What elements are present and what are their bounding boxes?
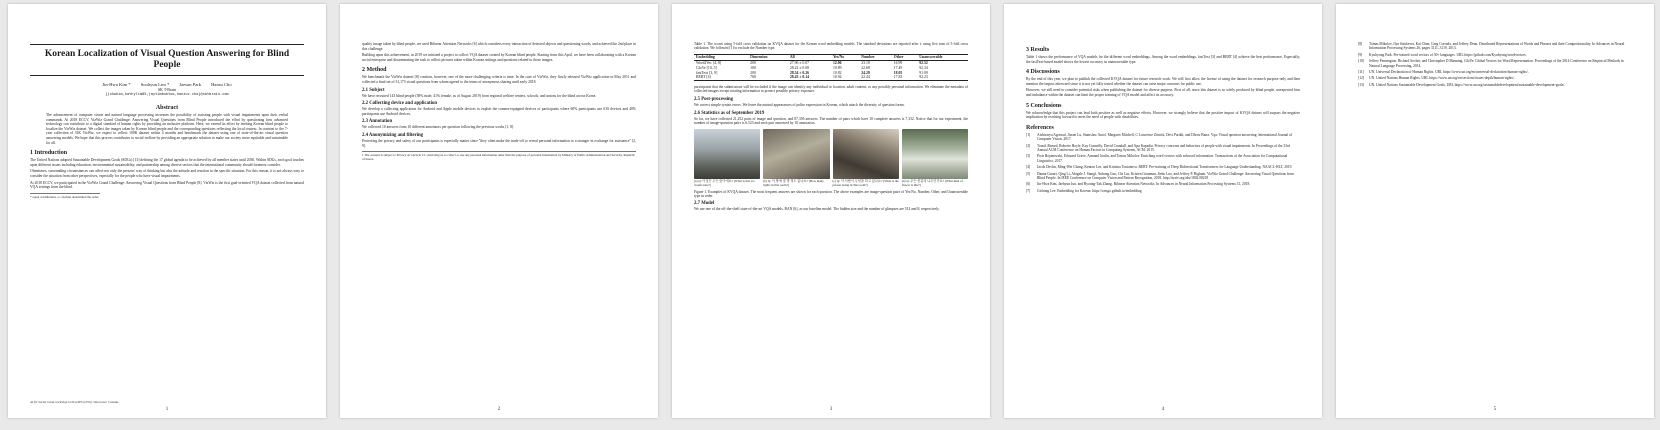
table-cell: fastText [3, 9] bbox=[696, 70, 718, 75]
table-header-cell: Other bbox=[893, 55, 904, 60]
paper-page-1 bbox=[8, 4, 326, 418]
reference-number: [6] bbox=[1026, 182, 1031, 187]
paragraph: However, we still need to consider potential risks when publishing the dataset for diverse purpose. First of all, since this dataset is so solely produced by blind people, unexpected bias and imbalance within the dataset can limit the proper training of VQA model and affect its accuracy. bbox=[1026, 88, 1300, 97]
paragraph: By the end of this year, we plan to publish the collected KVQA dataset for future research work. We will first allow the license of using the dataset for research purpose only and then mention the impact afterward since it is not yet fully tested whether the dataset can raise major concerns for public use. bbox=[1026, 77, 1300, 86]
table-cell: 27.96 ± 0.07 bbox=[789, 60, 809, 65]
table-cell: 22.68 bbox=[861, 65, 870, 70]
page-number: 2 bbox=[497, 407, 501, 412]
table-header-cell: Dimension bbox=[750, 55, 768, 60]
table-header-cell: All bbox=[789, 55, 795, 60]
figure-caption: Figure 1. Examples of KVQA dataset. The most frequent answers are shown for each question. The above examples are image-question pairs of Yes/No, Number, Other, and Unanswerable type in order. bbox=[694, 189, 968, 198]
table-cell: 10.89 bbox=[832, 65, 842, 70]
table-cell: 24.29 bbox=[861, 70, 870, 75]
paragraph: We use one of the off-the-shelf state-of-the-art VQA models, BAN [6], as our baseline model. The hidden size and the number of glimpses are 512 and 8, respectively. bbox=[694, 207, 940, 212]
subsection-heading-anonymizing: 2.4 Anonymizing and filtering bbox=[362, 132, 424, 138]
reference-number: [7] bbox=[1026, 188, 1031, 193]
paragraph: Building upon this achievement, in 2019 we initiated a project to collect VQA dataset created by Korean blind people. Starting from this April, we have been collaborating with a Korean social enterprise and disseminating the task to collect pictures taken within Korean settings and questions related to those images. bbox=[362, 53, 636, 62]
table-cell: 768 bbox=[750, 75, 756, 80]
abstract-heading: Abstract bbox=[155, 105, 179, 111]
paragraph: quality image taken by blind people, we used Bilinear Attention Networks [6] which considers every interaction of detected objects and questioning words, and achieved the 2nd place in this challenge. bbox=[362, 42, 636, 51]
author-name: Jin-Hwa Kim * bbox=[102, 82, 131, 87]
table-cell: 18.05 bbox=[893, 70, 903, 75]
reference-item bbox=[1358, 53, 1632, 57]
paper-title: Korean Localization of Visual Question Answering for Blind People bbox=[44, 49, 290, 70]
table-cell: 28.43 ± 0.14 bbox=[789, 75, 809, 80]
paper-page-4 bbox=[1004, 4, 1322, 418]
reference-text: Tomas Mikolov, Ilya Sutskever, Kai Chen, Greg Corrado, and Jeffrey Dean. Distributed Representations of Words and Phrases and their Compositionality. In Advances in Neural Information Processing Systems 26, pages 3111–3119, 2013. bbox=[1369, 42, 1625, 51]
author-emails: {jnhwkim,kathylim05,jaytimbuktoo,hanzuc.cho}@sktbrain.com bbox=[105, 92, 229, 96]
page-number: 1 bbox=[165, 407, 169, 412]
reference-text: Kyubyong Park. Pre-trained word vectors of 30+ languages. URL https://github.com/Kyubyong/wordvectors. bbox=[1369, 52, 1527, 57]
title-top-rule bbox=[30, 44, 304, 45]
reference-item bbox=[1026, 144, 1300, 153]
section-heading-method: 2 Method bbox=[362, 67, 387, 74]
reference-item bbox=[1358, 83, 1632, 87]
paragraph: participants that the submissions will be excluded if the image can identify any individual or location, adult content, or any possibly personal information. We eliminate the metadata of collected images except rotating information to protect possible privacy exposure. bbox=[694, 84, 968, 94]
paragraph: We have recruited 143 blind people (58% male, 41% female, as of August 2019) from regional welfare centers, schools, and unions for the blind across Korea. bbox=[362, 93, 597, 98]
subsection-heading-device: 2.2 Collecting device and application bbox=[362, 101, 438, 107]
subsection-heading-model: 2.7 Model bbox=[694, 201, 715, 207]
figure-examples bbox=[694, 129, 968, 188]
workshop-footer: AI for Social Good workshop at NeurIPS (2019), Vancouver, Canada. bbox=[30, 400, 119, 404]
reference-number: [12] bbox=[1358, 76, 1364, 81]
table-cell: 200 bbox=[750, 70, 756, 75]
reference-item bbox=[1358, 76, 1632, 80]
table-caption: Table 1. The scores using 5-fold cross validation on KVQA dataset for the Korean word embedding models. The standard deviations are reported after ± using five runs of 5-fold cross validation. We followed [1] to exclude the Number type. bbox=[694, 42, 968, 51]
footnote: * equal contribution, a c-in-time determined the order. bbox=[30, 194, 100, 199]
table-cell: GloVe [10, 5] bbox=[696, 65, 717, 70]
author-name: Jaesun Park bbox=[179, 82, 202, 87]
photo-question: (a) Q: 이것은 무슨 맛이에요? (What is this ice cream taste?) bbox=[694, 178, 755, 187]
table-cell: BERT [4] bbox=[696, 75, 711, 80]
table-cell: 10.94 bbox=[832, 75, 842, 80]
results-table bbox=[694, 54, 968, 81]
reference-text: Aishwarya Agrawal, Jiasen Lu, Stanislaw Antol, Margaret Mitchell, C Lawrence Zitnick, Devi Parikh, and Dhruv Batra. Vqa: Visual question answering. International Journal of Computer Vision, 2017. bbox=[1037, 132, 1293, 142]
paragraph: We acknowledge that this project can lead both positive as well as negative effects. However, we strongly believe that the positive impact of KVQA dataset will surpass the negative implication by reaching forward to meet the need of people with disabilities. bbox=[1026, 110, 1300, 120]
paragraph: Oftentimes, surrounding circumstances can affect not only the persons' way of thinking but also the attitude and reaction to the specific situation. For this reason, it is not always easy to consider the situation from other perspectives, especially for the people who have visual impairments. bbox=[30, 169, 304, 178]
reference-item bbox=[1026, 154, 1300, 163]
section-heading-results: 3 Results bbox=[1026, 47, 1050, 53]
reference-text: UN. United Nations Sustainable Development Goals. URL https://www.un.org/sustainabledevelopment/sustainable-development-goals/. bbox=[1369, 82, 1566, 87]
reference-number: [13] bbox=[1358, 82, 1364, 87]
paragraph: We benchmark the VizWiz dataset [8] creation, however, one of the more challenging criteria is time. In the case of VizWiz, they firstly released VizWiz application in May 2011 and collected a final set of 31,173 visual questions from whom agreed to the terms of anonymous sharing until early 2018. bbox=[362, 75, 636, 84]
reference-number: [5] bbox=[1026, 171, 1031, 176]
photo-image bbox=[694, 129, 760, 179]
reference-number: [9] bbox=[1358, 52, 1363, 57]
reference-text: Jeffrey Pennington, Richard Socher, and Christopher D Manning. GloVe: Global Vectors for Word Representation. Proceedings of the 2014 Conference on Empirical Methods in Natural Language Processing, 2014. bbox=[1369, 59, 1624, 68]
example-photo-d bbox=[902, 129, 968, 188]
reference-list bbox=[1358, 42, 1632, 87]
paper-page-2 bbox=[340, 4, 658, 418]
table-cell: 16.99 bbox=[893, 60, 903, 65]
example-photo-c bbox=[833, 129, 899, 188]
reference-number: [3] bbox=[1026, 154, 1031, 159]
reference-list bbox=[1026, 133, 1300, 193]
section-heading-introduction: 1 Introduction bbox=[30, 150, 68, 157]
table-row bbox=[694, 75, 968, 80]
reference-item bbox=[1358, 59, 1632, 68]
reference-number: [4] bbox=[1026, 165, 1031, 170]
author-name: Soohyun Lim * bbox=[140, 82, 170, 87]
table-cell: 100 bbox=[750, 65, 756, 70]
table-header-cell: Number bbox=[861, 55, 875, 60]
reference-text: Danna Gurari, Qing Li, Abigale J. Stangl, Anhong Guo, Chi Lin, Kristen Grauman, Jiebo Luo, and Jeffrey P. Bigham. VizWiz Grand Challenge: Answering Visual Questions from Blind People. In IEEE Conference on Computer Vision and Pattern Recognition, 2018. http://arxiv.org/abs/1802.08218 bbox=[1037, 171, 1294, 180]
footnote: 1 The consent is subject to Privacy Act Article 15, restricting us to collect or use any personal information other than the purpose of personal information by Ministry of Public Administration and Security, Republic of Korea. bbox=[362, 153, 636, 162]
paper-page-3 bbox=[672, 4, 990, 418]
photo-question: (d) Q: 무슨 종류의 나무인가요? (What kind of flower is this?) bbox=[901, 178, 963, 187]
title-bottom-rule bbox=[30, 75, 304, 76]
table-header-cell: Embedding bbox=[696, 55, 715, 60]
reference-text: Gichang Lee. Embedding for Korean. https://ratsgo.github.io/embedding bbox=[1037, 188, 1142, 193]
paragraph: At 2018 ECCV, we participated in the VizWiz Grand Challenge: Answering Visual Questions from Blind People [8]. VizWiz is the first goal-oriented VQA dataset collected from natural VQA settings from the blind. bbox=[30, 180, 304, 190]
table-cell: Word2Vec [4, 8] bbox=[696, 60, 722, 65]
photo-image bbox=[833, 129, 899, 179]
example-photo-a bbox=[694, 129, 760, 188]
photo-question: (c) Q: 이 사람이 무엇을 하고 있나요? (What is the person doing in this room?) bbox=[832, 178, 899, 187]
page-number: 4 bbox=[1161, 407, 1165, 412]
paragraph: We correct simple syntax errors. We leave the natural appearances of polite expression in Korean, which attach the diversity of question forms. bbox=[694, 102, 905, 107]
reference-number: [10] bbox=[1358, 59, 1364, 64]
table-cell: 17.83 bbox=[893, 75, 903, 80]
table-cell: 92.23 bbox=[919, 75, 928, 80]
table-cell: 23.18 bbox=[861, 60, 870, 65]
photo-image bbox=[902, 129, 968, 179]
photo-question: (b) Q: 이 방에 몇 명 정도 있나요? (How many lights in this room?) bbox=[763, 178, 824, 187]
reference-text: UN. Universal Declaration of Human Rights. URL https://www.un.org/en/universal-declaration-human-rights/. bbox=[1369, 70, 1529, 75]
page-number: 5 bbox=[1493, 407, 1497, 412]
page-number: 3 bbox=[829, 407, 833, 412]
table-cell: 17.49 bbox=[893, 65, 903, 70]
table-cell: 200 bbox=[750, 60, 756, 65]
table-cell: 91.09 bbox=[919, 70, 928, 75]
table-cell: 92.34 bbox=[919, 65, 928, 70]
reference-number: [1] bbox=[1026, 132, 1031, 137]
paragraph: So far, we have collected 21,252 pairs of image and question, and 87,356 answers. The number of pairs which have 10 complete answers is 7,332. Notice that for our experiment, the number of image-question pairs is 6,523 and each pair answered by 10 annotators. bbox=[694, 116, 968, 126]
affiliation: SK T-Brain bbox=[157, 87, 177, 92]
reference-text: Tousif Ahmed, Roberto Hoyle, Kay Connelly, David Crandall, and Apu Kapadia. Privacy concerns and behaviors of people with visual impairments. In Proceedings of the 33rd Annual ACM Conference on Human Factors in Computing Systems, ACM, 2015. bbox=[1037, 143, 1291, 152]
reference-text: UN. United Nations Human Rights. URL https://www.un.org/en/sections/issues-depth/human-rights/. bbox=[1369, 76, 1515, 81]
abstract bbox=[30, 113, 304, 145]
photo-image bbox=[763, 129, 829, 179]
table-cell: 28.22 ± 0.08 bbox=[789, 65, 809, 70]
subsection-heading-statistics: 2.6 Statistics as of September 2019 bbox=[694, 110, 765, 116]
author-name: Hansu Cho bbox=[211, 82, 232, 87]
paragraph: The United Nations adopted Sustainable Development Goals (SDGs) [13] defining the 17 global agenda to be achieved by all member states until 2030. Within SDGs, each goal touches upon different issues including education, environmental sustainability, and partnership among diverse sectors that the international community should foremost consider. bbox=[30, 158, 304, 167]
reference-item bbox=[1358, 70, 1632, 74]
table-cell: 28.54 ± 0.26 bbox=[789, 70, 809, 75]
table-header-cell: Yes/No bbox=[832, 55, 845, 60]
reference-item bbox=[1026, 172, 1300, 181]
table-cell: 22.44 bbox=[861, 75, 870, 80]
section-heading-discussions: 4 Discussions bbox=[1026, 69, 1060, 76]
abstract-text: The advancement of computer vision and natural language processing increases the possibility of assisting people with visual impairments upon their verbal commands. At 2018 ECCV, VizWiz Grand Challenge: Answering Visual Questions from Blind People introduced the effort by questioning how advanced technology can contribute to a digital standard of human rights by providing an inclusive platform. Here, we extend its effort by inviting Korean blind people to localize the VizWiz dataset. We collect the images taken by Korean blind people and the corresponding questions reflecting the local context. In contrast to the 7-year collection of 31K VizWiz, we expect to collect 100K dataset within 4 months and benchmark the dataset using one of state-of-the-art visual question answering models. We hope that this process contributes to social welfare by providing an appropriate solution to make our society more equitable and sustainable for all. bbox=[46, 113, 288, 145]
table-cell: 92.52 bbox=[919, 60, 928, 65]
section-heading-references: References bbox=[1026, 124, 1054, 131]
reference-text: Piotr Bojanowski, Edouard Grave, Armand Joulin, and Tomas Mikolov. Enriching word vectors with subword information. Transactions of the Association for Computational Linguistics, 2017. bbox=[1037, 154, 1288, 163]
table-cell: 10.82 bbox=[832, 70, 842, 75]
subsection-heading-post-processing: 2.5 Post-processing bbox=[694, 96, 734, 102]
reference-item bbox=[1026, 165, 1300, 169]
reference-text: Jin-Hwa Kim, Jaehyun Jun, and Byoung-Tak Zhang. Bilinear Attention Networks. In Advances in Neural Information Processing Systems 31, 2018. bbox=[1037, 182, 1251, 187]
example-photo-b bbox=[763, 129, 829, 188]
table-cell: 12.06 bbox=[832, 60, 842, 65]
reference-number: [11] bbox=[1358, 70, 1364, 75]
reference-item bbox=[1358, 42, 1632, 51]
reference-item bbox=[1026, 189, 1300, 193]
reference-text: Jacob Devlin, Ming-Wei Chang, Kenton Lee, and Kristina Toutanova. BERT: Pre-training of Deep Bidirectional Transformers for Language Understanding. NAACL-HLT, 2019. bbox=[1037, 165, 1293, 170]
table-header-cell: Unanswerable bbox=[919, 55, 943, 60]
subsection-heading-annotation: 2.3 Annotation bbox=[362, 119, 393, 125]
paper-page-5 bbox=[1336, 4, 1654, 418]
subsection-heading-subject: 2.1 Subject bbox=[362, 87, 385, 93]
paragraph: Table 1 shows the performance of VQA models for the different word embeddings. Among the word embeddings, fastText [3] and BERT [4] achieve the best performance. Especially, the fastText-based model shows the lowest accuracy in unanswerable type. bbox=[1026, 55, 1300, 64]
reference-number: [8] bbox=[1358, 42, 1363, 46]
reference-number: [2] bbox=[1026, 143, 1031, 148]
section-heading-conclusions: 5 Conclusions bbox=[1026, 102, 1062, 109]
paragraph: We develop a collecting application for Android and Apple mobile devices to exploit the camera-equipped devices of participants where 60% participants use iOS devices and 40% participants use Android devices. bbox=[362, 107, 636, 116]
reference-item bbox=[1026, 182, 1300, 186]
paragraph: We collected 10 answers from 10 different annotators per question following the previous works [1, 8]. bbox=[362, 125, 515, 130]
reference-item bbox=[1026, 133, 1300, 142]
paragraph: Protecting the privacy and safety of our participants is especially matter since "they often make the trade-off to reveal personal information to a stranger in exchange for assistance" [2, 9]. bbox=[362, 138, 636, 148]
